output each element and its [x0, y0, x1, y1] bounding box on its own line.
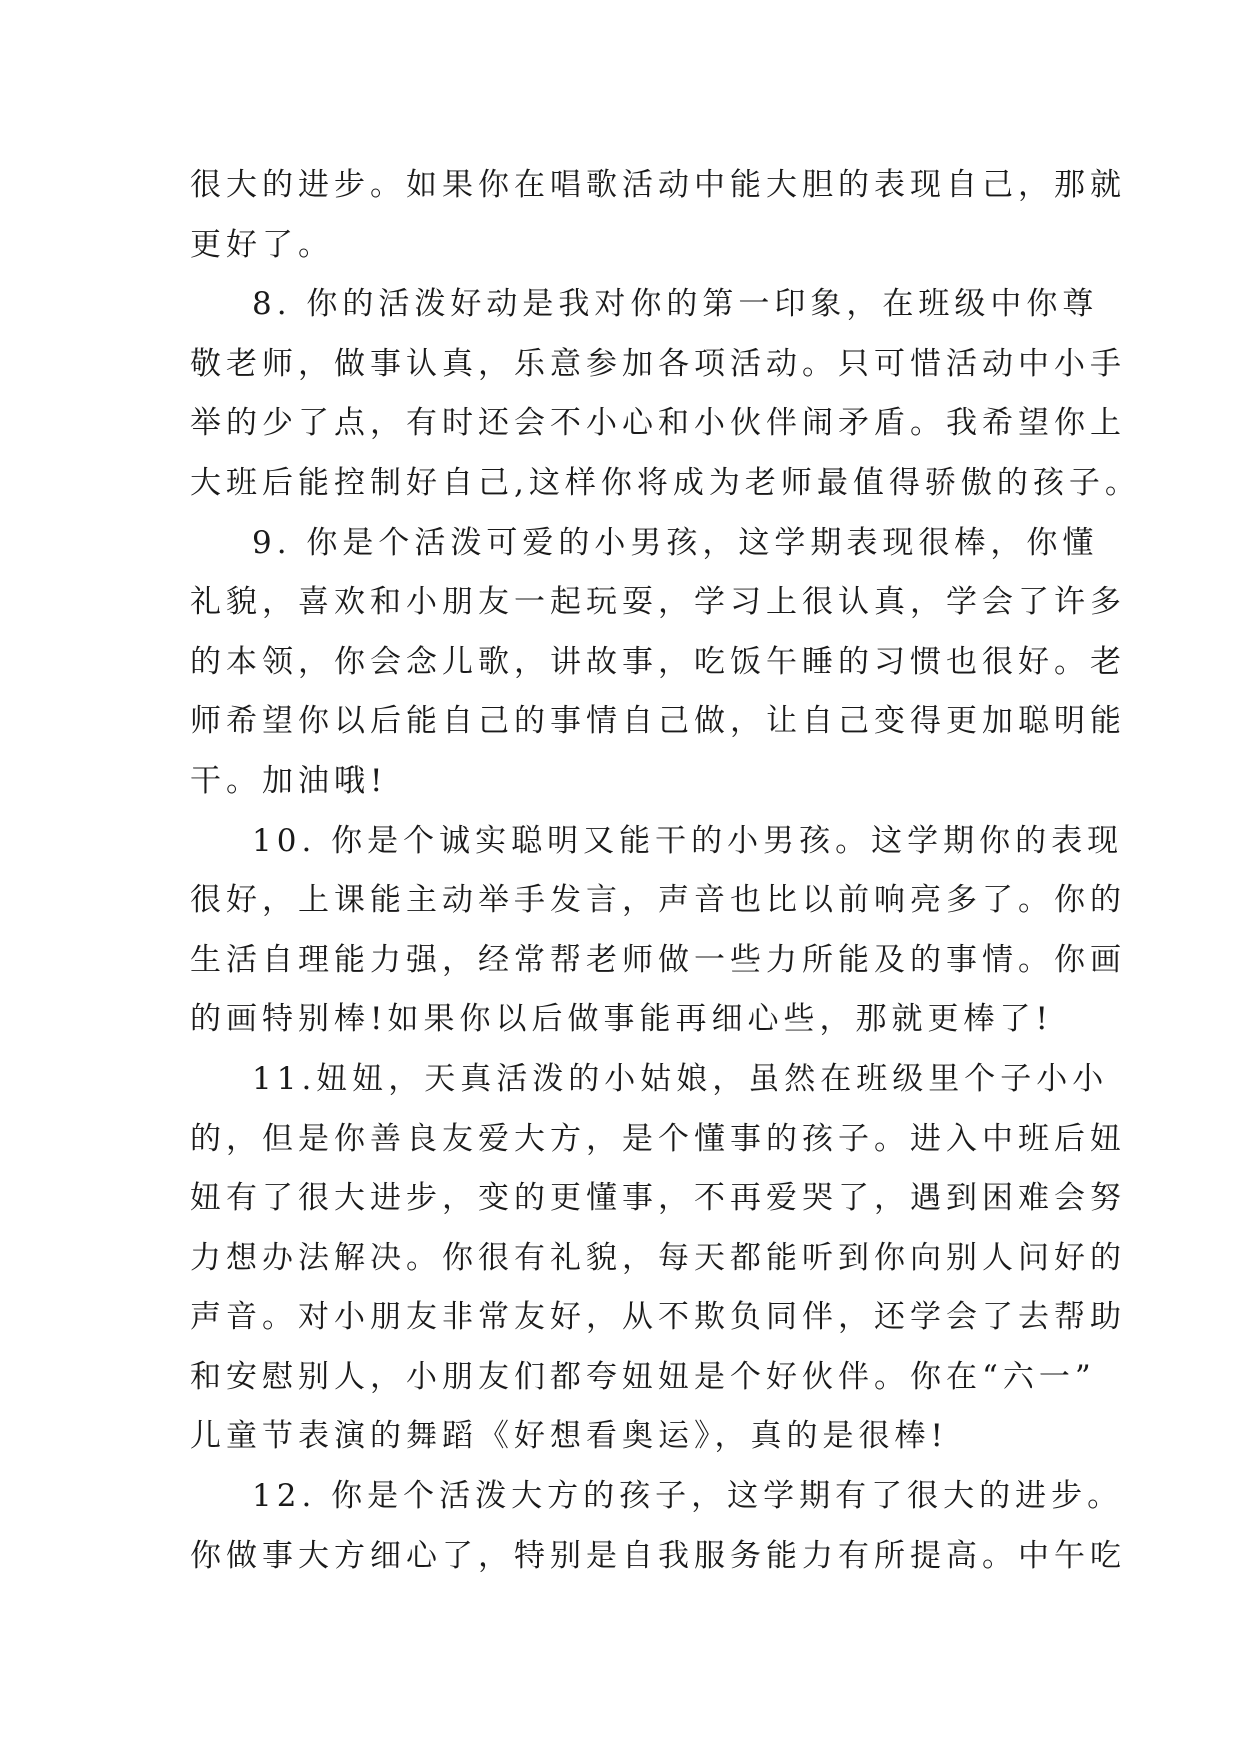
- text-line: 和安慰别人，小朋友们都夸妞妞是个好伙伴。你在“六一”: [190, 1358, 1096, 1395]
- text-line: 很好，上课能主动举手发言，声音也比以前响亮多了。你的: [190, 882, 1126, 919]
- text-line: 很大的进步。如果你在唱歌活动中能大胆的表现自己，那就: [190, 167, 1126, 203]
- text-line: 敬老师，做事认真，乐意参加各项活动。只可惜活动中小手: [190, 345, 1126, 382]
- document-body: [190, 156, 1141, 1586]
- paragraph-start-line: 10. 你是个诚实聪明又能干的小男孩。这学期你的表现: [252, 822, 1124, 859]
- text-line: 更好了。: [190, 226, 334, 263]
- text-line: 的画特别棒!如果你以后做事能再细心些，那就更棒了!: [190, 1001, 1053, 1038]
- text-line: 举的少了点，有时还会不小心和小伙伴闹矛盾。我希望你上: [190, 405, 1126, 442]
- text-line: 你做事大方细心了，特别是自我服务能力有所提高。中午吃: [190, 1537, 1126, 1574]
- text-line: 声音。对小朋友非常友好，从不欺负同伴，还学会了去帮助: [190, 1299, 1126, 1336]
- text-line: 妞有了很大进步，变的更懂事，不再爱哭了，遇到困难会努: [190, 1180, 1126, 1217]
- text-line: 的，但是你善良友爱大方，是个懂事的孩子。进入中班后妞: [190, 1120, 1126, 1157]
- text-line: 儿童节表演的舞蹈《好想看奥运》，真的是很棒!: [190, 1418, 948, 1455]
- text-line: 师希望你以后能自己的事情自己做，让自己变得更加聪明能: [190, 703, 1126, 740]
- paragraph-start-line: 12. 你是个活泼大方的孩子，这学期有了很大的进步。: [252, 1478, 1124, 1515]
- text-line: 大班后能控制好自己,这样你将成为老师最值得骄傲的孩子。: [190, 464, 1141, 501]
- paragraph-start-line: 9. 你是个活泼可爱的小男孩，这学期表现很棒，你懂: [252, 524, 1099, 561]
- text-line: 力想办法解决。你很有礼貌，每天都能听到你向别人问好的: [190, 1239, 1126, 1276]
- text-line: 的本领，你会念儿歌，讲故事，吃饭午睡的习惯也很好。老: [190, 643, 1126, 680]
- text-line: 干。加油哦!: [190, 762, 388, 799]
- text-line: 生活自理能力强，经常帮老师做一些力所能及的事情。你画: [190, 941, 1126, 978]
- paragraph-start-line: 8. 你的活泼好动是我对你的第一印象，在班级中你尊: [252, 286, 1099, 323]
- text-line: 礼貌，喜欢和小朋友一起玩耍，学习上很认真，学会了许多: [190, 584, 1126, 621]
- paragraph-start-line: 11.妞妞，天真活泼的小姑娘，虽然在班级里个子小小: [252, 1060, 1109, 1097]
